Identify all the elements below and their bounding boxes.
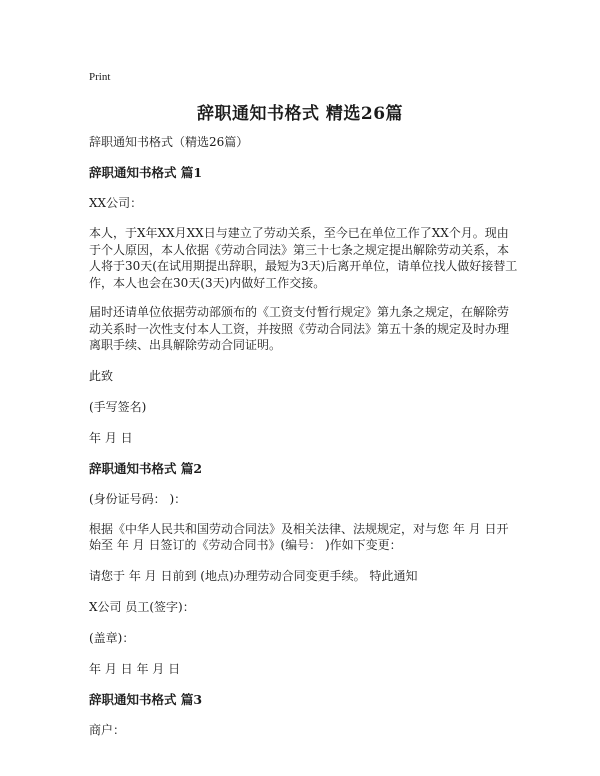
- body-paragraph: 根据《中华人民共和国劳动合同法》及相关法律、法规规定，对与您 年 月 日开始至 年 月 日签订的《劳动合同书》(编号： )作如下变更：: [89, 521, 509, 552]
- section-heading-3: 辞职通知书格式 篇3: [89, 691, 203, 707]
- salutation: XX公司：: [89, 196, 143, 210]
- section-heading-2: 辞职通知书格式 篇2: [89, 460, 203, 476]
- page-title: 辞职通知书格式 精选26篇: [196, 104, 404, 124]
- salutation: 商户：: [89, 722, 126, 737]
- closing: 此致: [89, 368, 114, 383]
- section-heading-1: 辞职通知书格式 篇1: [89, 165, 203, 180]
- seal-line: (盖章)：: [89, 630, 135, 645]
- company-signature-line: X公司 员工(签字)：: [89, 599, 195, 614]
- print-link[interactable]: Print: [89, 71, 111, 83]
- id-number-line: (身份证号码： )：: [89, 491, 187, 506]
- signature-line: (手写签名): [89, 399, 147, 414]
- notice-line: 请您于 年 月 日前到 (地点)办理劳动合同变更手续。 特此通知: [89, 568, 418, 583]
- date-line: 年 月 日 年 月 日: [89, 661, 181, 676]
- document-subtitle: 辞职通知书格式（精选26篇）: [89, 135, 249, 149]
- document-body: [89, 133, 519, 752]
- body-paragraph: 本人，于X年XX月XX日与建立了劳动关系，至今已在单位工作了XX个月。现由于个人原因，本人依据《劳动合同法》第三十七条之规定提出解除劳动关系，本人将于30天(在试用期提出辞职，最短为3天)后离开单位，请单位找人做好接替工作，本人也会在30天(3天)内做好工作交接。: [89, 226, 518, 290]
- body-paragraph: 届时还请单位依据劳动部颁布的《工资支付暂行规定》第九条之规定，在解除劳动关系时一次性支付本人工资，并按照《劳动合同法》第五十条的规定及时办理离职手续、出具解除劳动合同证明。: [89, 305, 510, 352]
- date-line: 年 月 日: [89, 430, 133, 445]
